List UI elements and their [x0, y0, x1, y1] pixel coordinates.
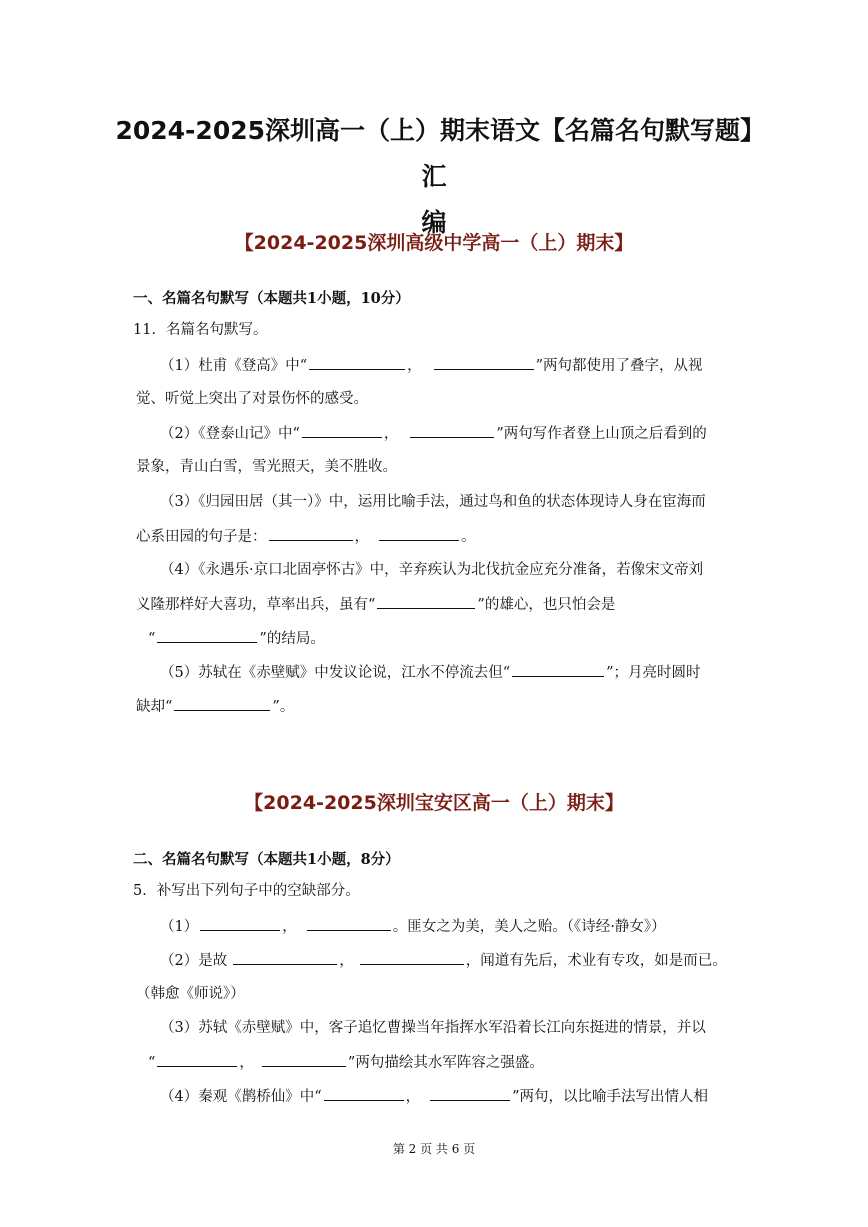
answer-blank[interactable]	[377, 594, 475, 609]
answer-blank[interactable]	[512, 662, 604, 677]
section-1-question-number: 11．名篇名句默写。	[133, 322, 268, 338]
s1-q2-text-a: （2）《登泰山记》中“	[160, 426, 300, 442]
s1-q1-line	[160, 355, 703, 376]
answer-blank[interactable]	[430, 1086, 510, 1101]
s2-q3-text-b: “	[148, 1055, 156, 1071]
s1-q3-sep: ，	[354, 529, 369, 545]
section-2-header: 【2024-2025深圳宝安区高一（上）期末】	[244, 792, 624, 814]
s2-q1-line	[160, 916, 666, 937]
title-line-2: 编	[421, 208, 447, 237]
s1-q2-line	[160, 423, 707, 444]
answer-blank[interactable]	[434, 355, 534, 370]
section-2-part-heading: 二、名篇名句默写（本题共1小题，8分）	[133, 851, 400, 868]
s1-q3-line: （3）《归园田居（其一）》中，运用比喻手法，通过鸟和鱼的状态体现诗人身在宦海而	[160, 494, 706, 510]
answer-blank[interactable]	[360, 950, 464, 965]
s2-q4-line	[160, 1086, 708, 1107]
s2-q1-text-a: （1）	[160, 919, 199, 935]
answer-blank[interactable]	[379, 526, 459, 541]
s2-q3-cont	[148, 1052, 544, 1073]
s1-q4-text-b: 义隆那样好大喜功，草率出兵，虽有“	[136, 597, 376, 613]
page-footer: 第 2 页 共 6 页	[392, 1142, 476, 1156]
s1-q3-end: 。	[461, 529, 476, 545]
document-title	[110, 108, 758, 246]
s1-q1-text-a: （1）杜甫《登高》中“	[160, 358, 308, 374]
s2-q3-line: （3）苏轼《赤壁赋》中，客子追忆曹操当年指挥水军沿着长江向东挺进的情景，并以	[160, 1020, 706, 1036]
s2-q3-sep: ，	[239, 1055, 254, 1071]
s2-q1-sep: ，	[282, 919, 297, 935]
s1-q4-text-d: “	[148, 631, 156, 647]
s1-q4-cont2	[148, 628, 325, 649]
s1-q1-sep: ，	[407, 358, 422, 374]
s2-q2-cont: （韩愈《师说》）	[136, 986, 245, 1002]
s1-q1-text-b: ”两句都使用了叠字，从视	[535, 358, 703, 374]
section-1-header: 【2024-2025深圳高级中学高一（上）期末】	[234, 232, 634, 254]
s2-q4-text-a: （4）秦观《鹊桥仙》中“	[160, 1089, 322, 1105]
answer-blank[interactable]	[174, 696, 270, 711]
s1-q5-cont	[136, 696, 294, 717]
s2-q2-text-b: ，闻道有先后，术业有专攻，如是而已。	[465, 953, 727, 969]
s1-q4-cont	[136, 594, 615, 615]
answer-blank[interactable]	[200, 916, 280, 931]
answer-blank[interactable]	[233, 950, 337, 965]
s1-q4-text-c: ”的雄心，也只怕会是	[477, 597, 616, 613]
answer-blank[interactable]	[309, 355, 405, 370]
answer-blank[interactable]	[302, 423, 382, 438]
s1-q3-text-b: 心系田园的句子是：	[136, 529, 267, 545]
s1-q2-sep: ，	[383, 426, 399, 442]
answer-blank[interactable]	[157, 628, 257, 643]
s1-q3-cont	[136, 526, 476, 547]
section-2-question-number: 5．补写出下列句子中的空缺部分。	[133, 883, 360, 899]
s1-q1-cont: 觉、听觉上突出了对景伤怀的感受。	[136, 391, 368, 407]
s1-q5-line	[160, 662, 701, 683]
answer-blank[interactable]	[410, 423, 494, 438]
s1-q2-cont: 景象，青山白雪，雪光照天，美不胜收。	[136, 459, 397, 475]
answer-blank[interactable]	[307, 916, 391, 931]
s2-q1-text-b: 。匪女之为美，美人之贻。（《诗经·静女》）	[392, 919, 666, 935]
s2-q4-text-b: ”两句，以比喻手法写出情人相	[512, 1089, 709, 1105]
answer-blank[interactable]	[324, 1086, 404, 1101]
s1-q4-line: （4）《永遇乐·京口北固亭怀古》中，辛弃疾认为北伐抗金应充分准备，若像宋文帝刘	[160, 562, 704, 578]
s1-q5-text-d: ”。	[272, 699, 295, 715]
s1-q4-text-e: ”的结局。	[259, 631, 325, 647]
s1-q5-text-a: （5）苏轼在《赤壁赋》中发议论说，江水不停流去但“	[160, 665, 511, 681]
s1-q5-text-c: 缺却“	[136, 699, 173, 715]
section-1-part-heading: 一、名篇名句默写（本题共1小题，10分）	[133, 290, 410, 307]
s2-q3-text-c: ”两句描绘其水军阵容之强盛。	[347, 1055, 544, 1071]
s1-q2-text-b: ”两句写作者登上山顶之后看到的	[496, 426, 707, 442]
s2-q2-text-a: （2）是故	[160, 953, 228, 969]
s2-q4-sep: ，	[405, 1089, 421, 1105]
s1-q5-text-b: ”；月亮时圆时	[606, 665, 701, 681]
answer-blank[interactable]	[157, 1052, 237, 1067]
title-line-1: 2024-2025深圳高一（上）期末语文【名篇名句默写题】汇	[115, 116, 753, 191]
answer-blank[interactable]	[262, 1052, 346, 1067]
s2-q2-line	[160, 950, 727, 971]
s2-q2-sep: ，	[339, 953, 354, 969]
answer-blank[interactable]	[269, 526, 353, 541]
